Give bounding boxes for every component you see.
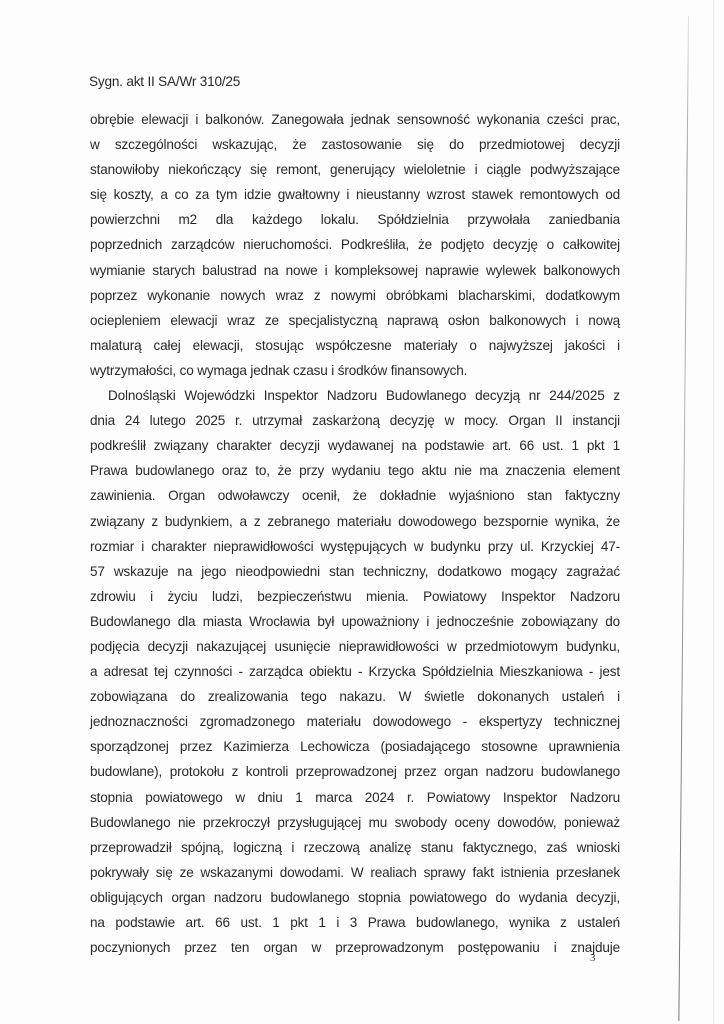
text-line: Budowlanego nie przekroczył przysługującej mu swobody oceny dowodów, ponieważ <box>90 814 620 830</box>
text-line: Prawa budowlanego oraz to, że przy wydaniu tego aktu nie ma znaczenia element <box>90 463 620 479</box>
scan-page-edge <box>713 0 714 1024</box>
text-line: jednoznaczności zgromadzonego materiału dowodowego - ekspertyzy technicznej <box>90 714 620 730</box>
text-line: stanowiłoby niekończący się remont, generujący wieloletnie i ciągle podwyższające <box>90 162 620 178</box>
text-line: stopnia powiatowego w dniu 1 marca 2024 r. Powiatowy Inspektor Nadzoru <box>90 789 620 805</box>
text-line: podjęcia decyzji nakazującej usunięcie nieprawidłowości w przedmiotowym budynku, <box>90 638 620 654</box>
text-line: w szczególności wskazując, że zastosowanie się do przedmiotowej decyzji <box>90 137 620 153</box>
text-line: budowlane), protokołu z kontroli przeprowadzonej przez organ nadzoru budowlanego <box>90 764 620 780</box>
text-line: obligujących organ nadzoru budowlanego stopnia powiatowego do wydania decyzji, <box>90 889 620 905</box>
text-line: na podstawie art. 66 ust. 1 pkt 1 i 3 Prawa budowlanego, wynika z ustaleń <box>90 915 620 930</box>
text-line: obrębie elewacji i balkonów. Zanegowała jednak sensowność wykonania cześci prac, <box>90 112 620 127</box>
scan-artifact-line <box>678 16 689 1021</box>
text-line: Budowlanego dla miasta Wrocławia był upoważniony i jednocześnie zobowiązany do <box>90 613 620 629</box>
text-line: poprzez wykonanie nowych wraz z nowymi obróbkami blacharskimi, dodatkowym <box>90 287 620 303</box>
text-line: wymianie starych balustrad na nowe i kompleksowej naprawie wylewek balkonowych <box>90 262 620 278</box>
text-line: zawinienia. Organ odwoławczy ocenił, że dokładnie wyjaśniono stan faktyczny <box>90 488 620 504</box>
text-line: 57 wskazuje na jego nieodpowiedni stan techniczny, dodatkowo mogący zagrażać <box>90 563 620 579</box>
text-line: podkreślił związany charakter decyzji wydawanej na podstawie art. 66 ust. 1 pkt 1 <box>90 438 620 454</box>
text-line: przeprowadził spójną, logiczną i rzeczową analizę stanu faktycznego, zaś wnioski <box>90 839 620 855</box>
text-line: związany z budynkiem, a z zebranego materiału dowodowego bezspornie wynika, że <box>90 513 620 529</box>
text-line: wytrzymałości, co wymaga jednak czasu i środków finansowych. <box>90 362 468 378</box>
text-line: malaturą całej elewacji, stosując współczesne materiały o najwyższej jakości i <box>90 337 620 353</box>
text-line: się koszty, a co za tym idzie gwałtowny i nieustanny wzrost stawek remontowych od <box>90 187 620 203</box>
body-text <box>90 107 620 960</box>
case-signature: Sygn. akt II SA/Wr 310/25 <box>89 74 241 89</box>
text-line: ociepleniem elewacji wraz ze specjalistyczną naprawą osłon balkonowych i nową <box>90 312 620 328</box>
text-line: zobowiązana do zrealizowania tego nakazu. W świetle dokonanych ustaleń i <box>90 689 620 705</box>
text-line: poczynionych przez ten organ w przeprowadzonym postępowaniu i znajduje <box>90 940 620 956</box>
page-number: 3 <box>590 952 596 964</box>
text-line: Dolnośląski Wojewódzki Inspektor Nadzoru Budowlanego decyzją nr 244/2025 z <box>108 388 620 404</box>
text-line: dnia 24 lutego 2025 r. utrzymał zaskarżoną decyzję w mocy. Organ II instancji <box>90 413 620 429</box>
text-line: sporządzonej przez Kazimierza Lechowicza (posiadającego stosowne uprawnienia <box>90 739 620 755</box>
text-line: poprzednich zarządców nieruchomości. Podkreśliła, że podjęto decyzję o całkowitej <box>90 237 620 253</box>
text-line: zdrowiu i życiu ludzi, bezpieczeństwu mienia. Powiatowy Inspektor Nadzoru <box>90 588 620 604</box>
text-line: a adresat tej czynności - zarządca obiektu - Krzycka Spółdzielnia Mieszkaniowa - jest <box>90 664 620 680</box>
text-line: pokrywały się ze wskazanymi dowodami. W realiach sprawy fakt istnienia przesłanek <box>90 864 620 880</box>
text-line: rozmiar i charakter nieprawidłowości występujących w budynku przy ul. Krzyckiej 47- <box>90 538 620 554</box>
text-line: powierzchni m2 dla każdego lokalu. Spółdzielnia przywołała zaniedbania <box>90 212 620 228</box>
